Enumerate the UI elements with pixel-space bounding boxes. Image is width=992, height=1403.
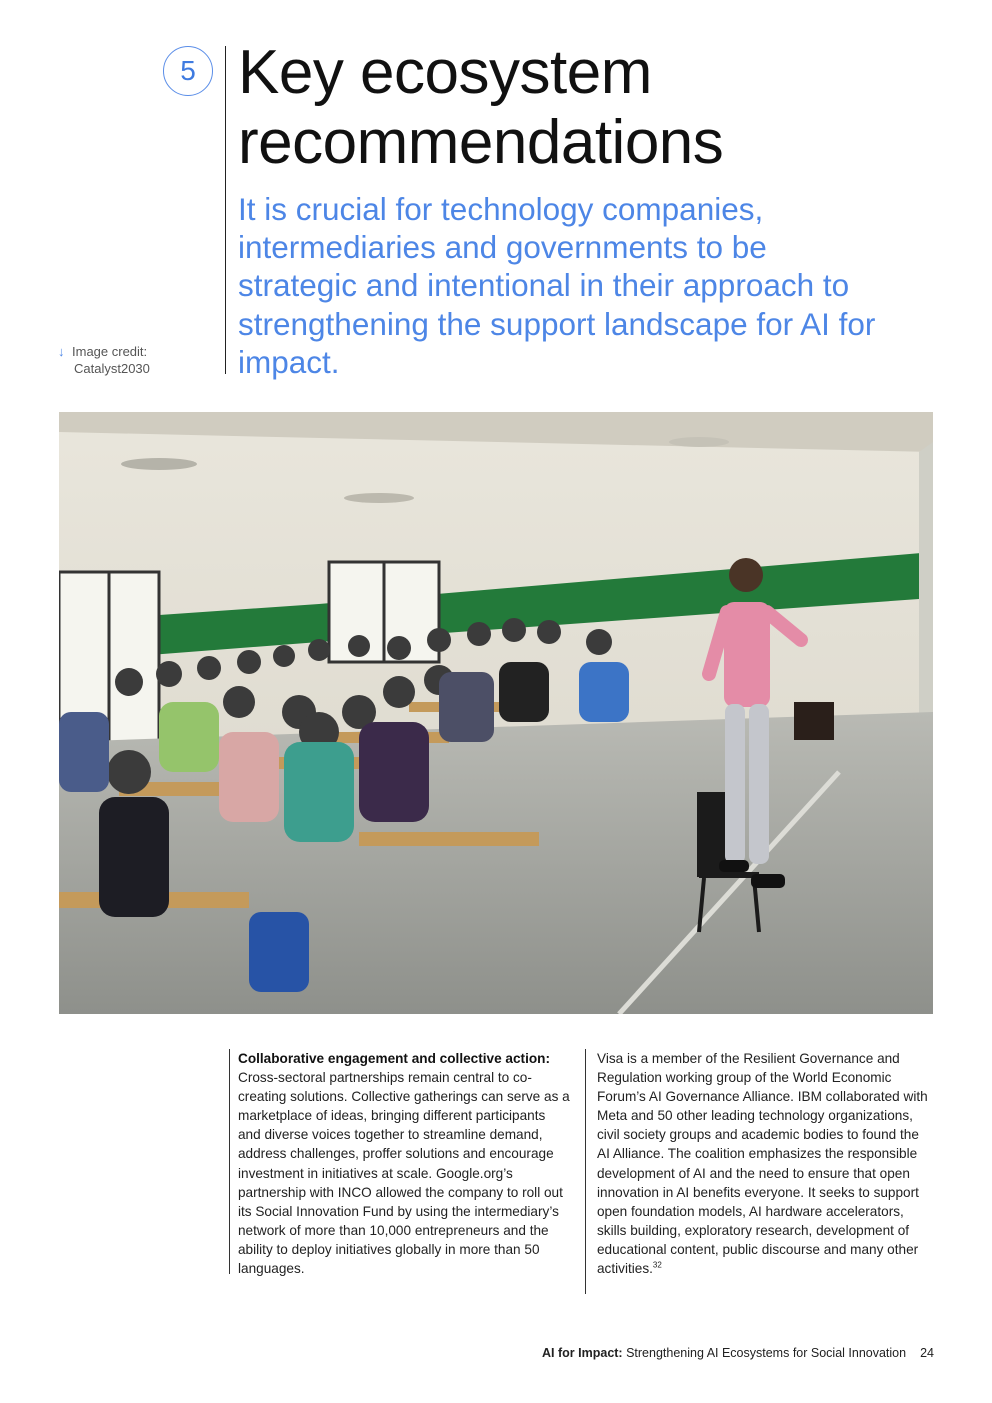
footer-publication: AI for Impact: <box>542 1346 623 1360</box>
heading-divider <box>225 46 226 374</box>
paragraph-lead: Collaborative engagement and collective action: <box>238 1051 550 1066</box>
image-credit <box>58 343 150 377</box>
section-number-badge <box>163 46 213 96</box>
image-credit-label: Image credit: <box>72 344 148 359</box>
page-subtitle: It is crucial for technology companies, intermediaries and governments to be strategic and intentional in their approach to strengthening the support landscape for AI for impact. <box>238 191 876 380</box>
footnote-ref: 32 <box>652 1260 662 1270</box>
footer-subtitle: Strengthening AI Ecosystems for Social Innovation <box>622 1346 907 1360</box>
section-number: 5 <box>180 55 196 86</box>
page-footer <box>542 1346 934 1360</box>
page-number: 24 <box>920 1346 934 1360</box>
page-title <box>238 38 938 178</box>
paragraph-text-left: Cross-sectoral partnerships remain central to co-creating solutions. Collective gatherings can serve as a marketplace of ideas, bringing different participants and diverse voices together to streamline demand, address challenges, proffer solutions and encourage investment in initiatives at scale. Google.org’s partnership with INCO allowed the company to roll out its Social Innovation Fund by using the intermediary’s network of more than 10,000 entrepreneurs and the ability to deploy initiatives globally in more than 50 languages. <box>238 1070 570 1277</box>
body-column-left <box>238 1049 570 1278</box>
image-credit-source: Catalyst2030 <box>74 361 150 376</box>
paragraph-text-right: Visa is a member of the Resilient Governance and Regulation working group of the World Economic Forum’s AI Governance Alliance. IBM collaborated with Meta and 50 other leading technology organizations, civil society groups and academic bodies to found the AI Alliance. The coalition emphasizes the responsible development of AI and the need to ensure that open innovation in AI benefits everyone. It seeks to support open foundation models, AI hardware accelerators, skills building, exploratory research, development of educational content, public discourse and many other activities. <box>597 1051 928 1277</box>
page-title-line2: recommendations <box>238 108 724 177</box>
column-divider-left <box>229 1049 230 1274</box>
arrow-down-icon: ↓ <box>58 344 65 359</box>
classroom-photo <box>59 412 933 1014</box>
body-column-right <box>597 1049 931 1278</box>
page-title-line1: Key ecosystem <box>238 38 652 107</box>
column-divider-right <box>585 1049 586 1294</box>
